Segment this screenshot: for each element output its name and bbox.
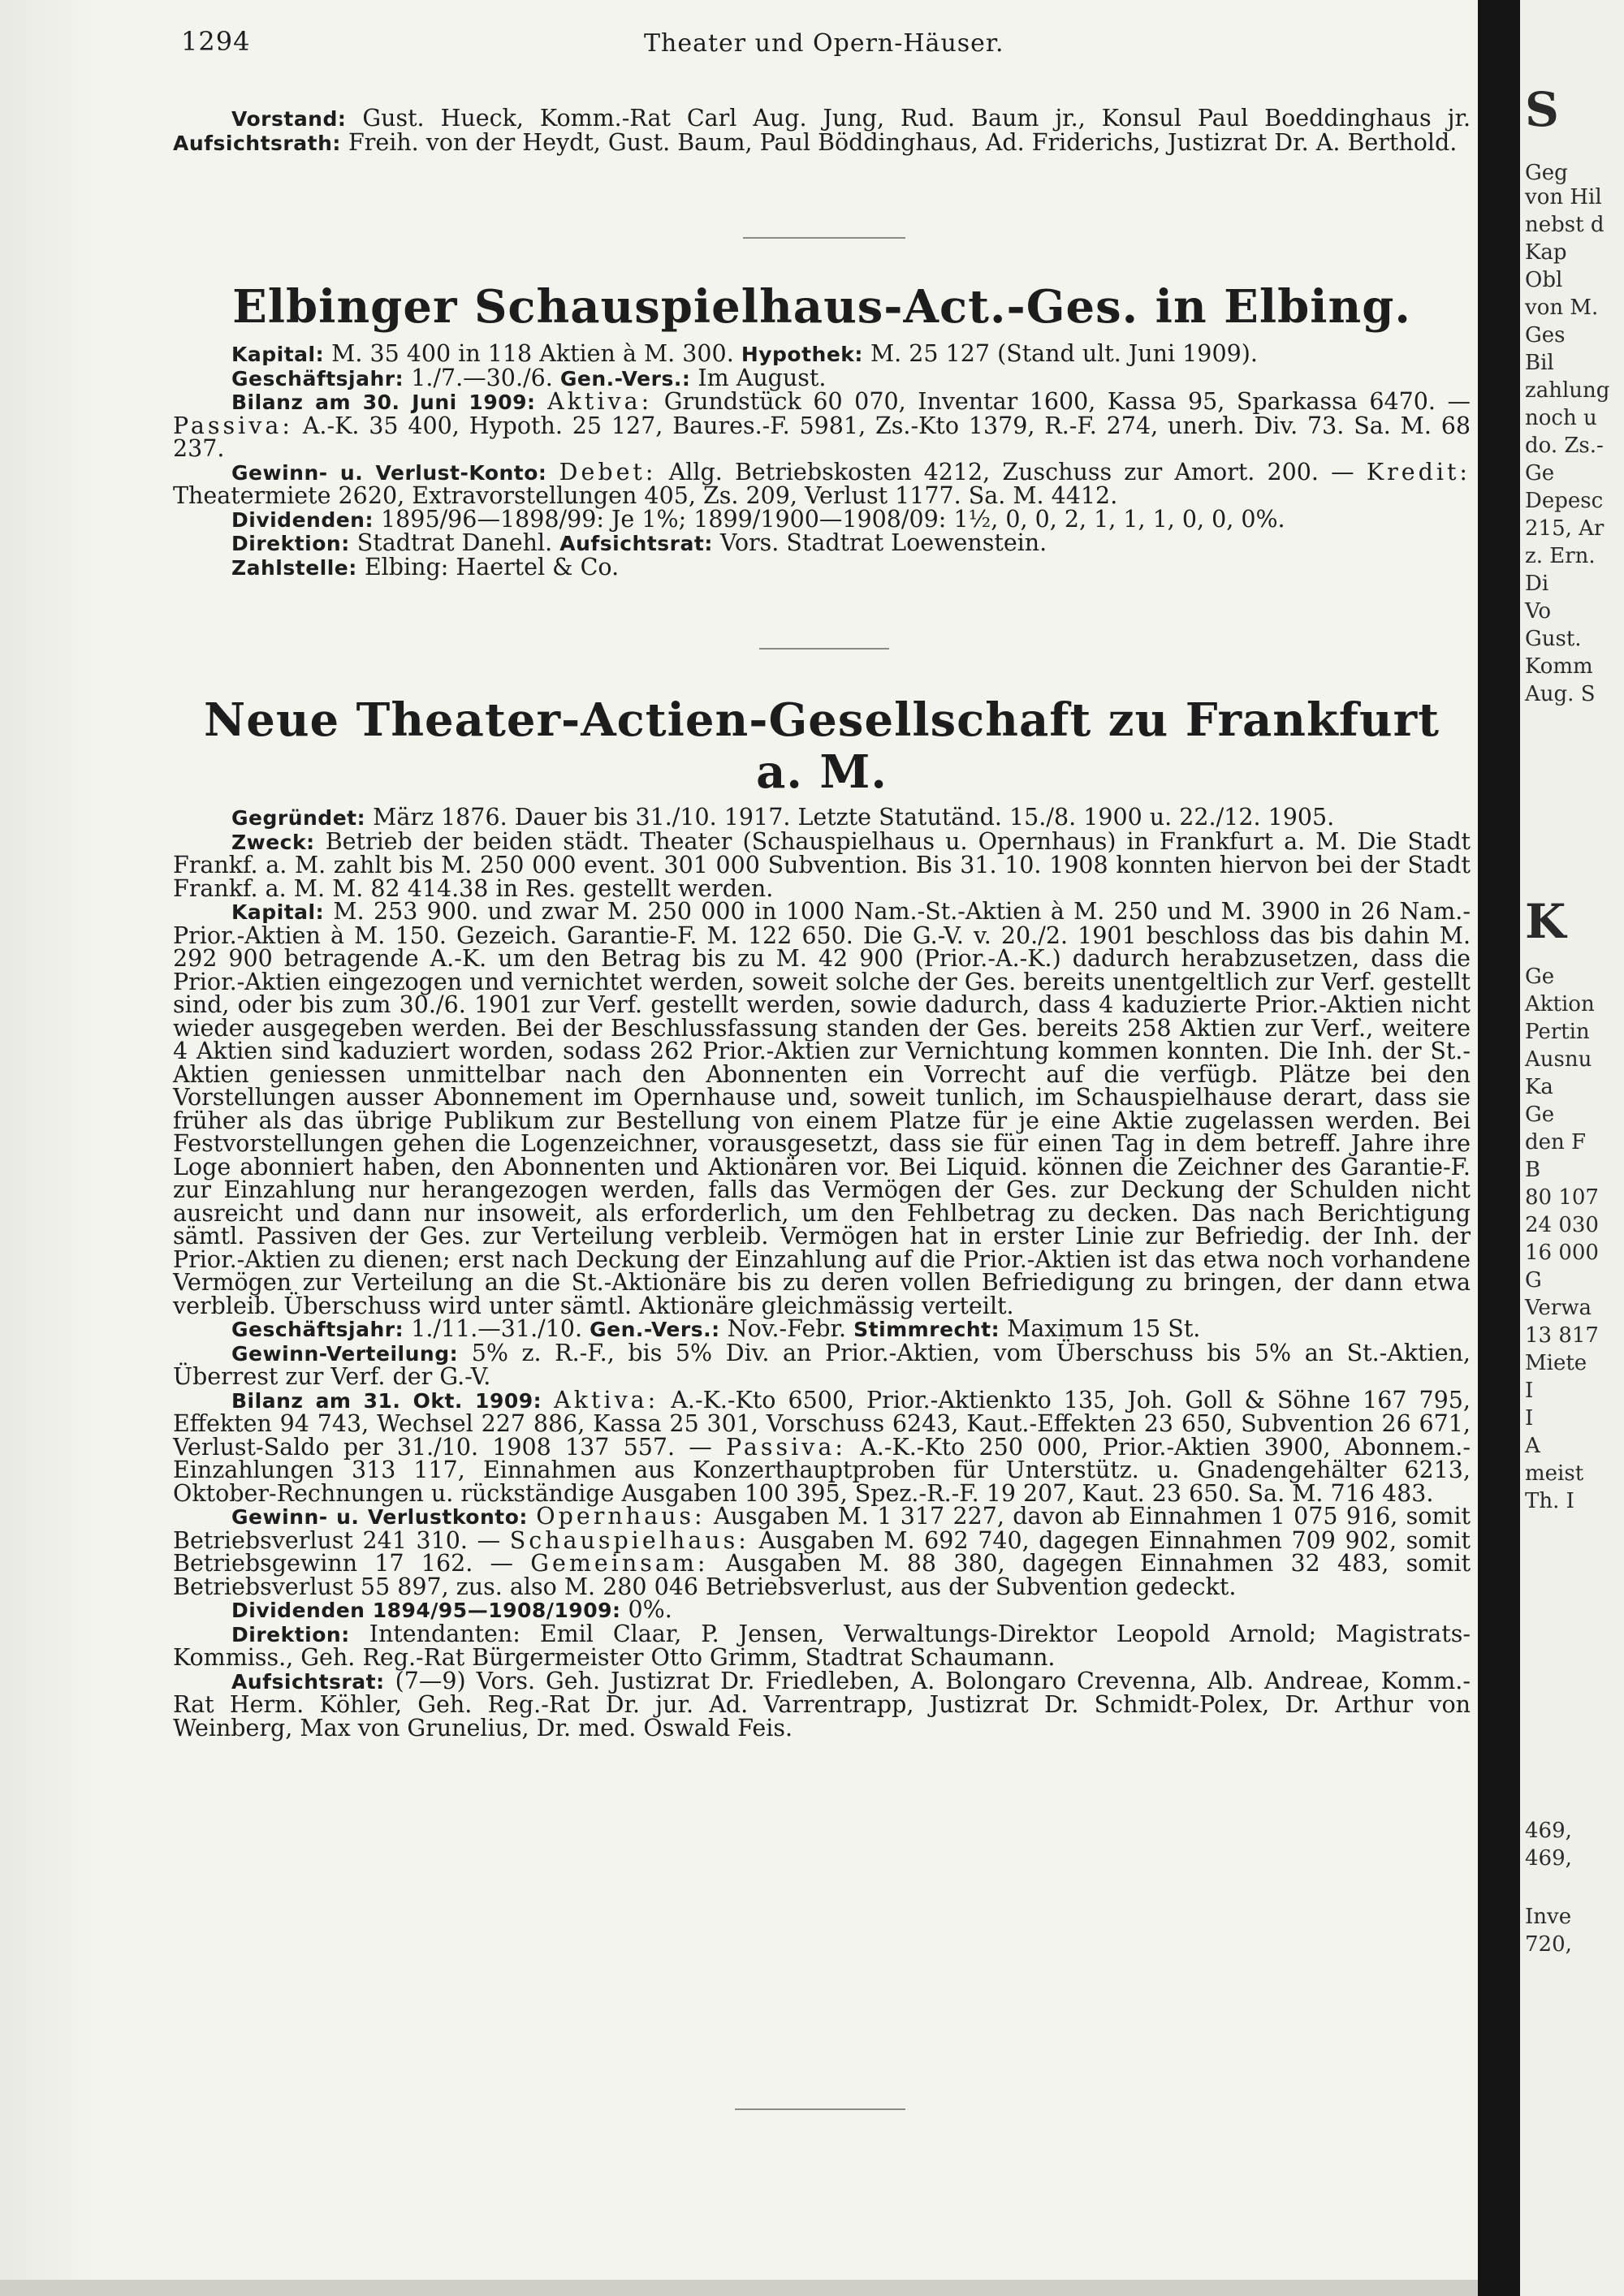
direktion-text: Intendanten: Emil Claar, P. Jensen, Verwaltungs-Direktor Leopold Arnold; Magistrats-Kommiss., Geh. Reg.-Rat Bürgermeister Otto Grimm, Stadtrat Schaumann.	[173, 1620, 1471, 1671]
vorstand-label: Vorstand:	[231, 107, 347, 131]
elbing-dividenden-line	[173, 505, 1471, 533]
right-page-fragment: Verwa	[1525, 1296, 1592, 1320]
debet-text: Allg. Betriebskosten 4212, Zuschuss zur Amort. 200. —	[668, 458, 1354, 486]
right-page-fragment: I	[1525, 1406, 1534, 1431]
direktion-text: Stadtrat Danehl.	[356, 529, 553, 556]
right-page-fragment: Ge	[1525, 461, 1555, 486]
aktiva-label: Aktiva:	[547, 388, 653, 415]
geschaeftsjahr-text: 1./7.—30./6.	[411, 364, 553, 391]
left-page	[166, 0, 1470, 2296]
right-page-fragment: 13 817	[1525, 1323, 1599, 1348]
aufsichtsrat-label: Aufsichtsrat:	[559, 532, 713, 555]
right-page-fragment: nebst d	[1525, 213, 1605, 237]
gegruendet-paragraph	[173, 806, 1471, 831]
right-page-fragment: S	[1525, 82, 1559, 137]
gegruendet-label: Gegründet:	[231, 806, 366, 830]
guv-paragraph	[173, 1505, 1471, 1599]
right-page-fragment: 469,	[1525, 1846, 1572, 1871]
right-page-fragment: Pertin	[1525, 1020, 1590, 1044]
page-header	[181, 26, 1468, 62]
right-page-fragment: Bil	[1525, 351, 1554, 375]
dividenden-line	[173, 1596, 1471, 1623]
elbing-geschaeftsjahr-line	[173, 364, 1471, 391]
schauspielhaus-text: Ausgaben M. 692 740, dagegen Einnahmen 709 902, somit Betriebsgewinn 17 162. —	[173, 1526, 1471, 1577]
right-page-fragment: 469,	[1525, 1819, 1572, 1843]
right-page-fragment: Aktion	[1525, 992, 1595, 1016]
dividenden-label: Dividenden 1894/95—1908/1909:	[231, 1599, 621, 1622]
kredit-label: Kredit:	[1366, 458, 1471, 486]
gen-vers-text: Im August.	[698, 364, 827, 391]
elbing-entry	[173, 281, 1471, 580]
aufsichtsrat-text: Vors. Stadtrat Loewenstein.	[719, 529, 1047, 556]
kapital-label: Kapital:	[231, 900, 325, 924]
running-title: Theater und Opern-Häuser.	[644, 29, 1004, 58]
right-page-fragment: B	[1525, 1158, 1541, 1182]
gewinn-verteilung-label: Gewinn-Verteilung:	[231, 1341, 459, 1366]
right-page-fragment: Ka	[1525, 1075, 1553, 1099]
guv-label: Gewinn- u. Verlustkonto:	[231, 1505, 528, 1529]
zweck-paragraph	[173, 827, 1471, 902]
right-page-fragment: Ge	[1525, 965, 1555, 989]
stimmrecht-label: Stimmrecht:	[853, 1318, 1000, 1341]
right-page-fragment: von Hil	[1525, 185, 1602, 209]
elbing-kapital-line	[173, 340, 1471, 367]
right-page-fragment: G	[1525, 1268, 1542, 1293]
debet-label: Debet:	[559, 458, 657, 486]
right-page-fragment: Ges	[1525, 323, 1566, 347]
aktiva-text: Grundstück 60 070, Inventar 1600, Kassa 95, Sparkassa 6470. —	[663, 388, 1471, 415]
gegruendet-text: März 1876. Dauer bis 31./10. 1917. Letzte Statutänd. 15./8. 1900 u. 22./12. 1905.	[373, 804, 1335, 831]
right-page-edge	[1520, 0, 1624, 2296]
gemeinsam-text: Ausgaben M. 88 380, dagegen Einnahmen 32 483, somit Betriebsverlust 55 897, zus. also M. 280 046 Betriebsverlust, aus der Subvention gedeckt.	[173, 1550, 1471, 1600]
right-page-fragment: noch u	[1525, 406, 1597, 430]
right-page-fragment: Miete	[1525, 1351, 1587, 1375]
zahlstelle-label: Zahlstelle:	[231, 555, 357, 580]
geschaeftsjahr-label: Geschäftsjahr:	[231, 1318, 404, 1341]
aufsichtsrath-label: Aufsichtsrath:	[173, 131, 341, 155]
gen-vers-text: Nov.-Febr.	[727, 1315, 847, 1342]
right-page-fragment: 720,	[1525, 1932, 1572, 1957]
elbing-zahlstelle-line	[173, 553, 1471, 580]
previous-entry-continuation	[173, 107, 1471, 155]
dividenden-label: Dividenden:	[231, 507, 374, 532]
page-number: 1294	[181, 26, 251, 57]
elbing-guv-paragraph	[173, 458, 1471, 509]
right-page-fragment: A	[1525, 1434, 1540, 1458]
kapital-label: Kapital:	[231, 343, 325, 366]
right-page-fragment: 24 030	[1525, 1213, 1599, 1237]
hypothek-label: Hypothek:	[741, 343, 863, 366]
kredit-text: Theatermiete 2620, Extravorstellungen 405, Zs. 209, Verlust 1177. Sa. M. 4412.	[173, 482, 1118, 509]
right-page-fragment: Komm	[1525, 654, 1593, 679]
right-page-fragment: Ausnu	[1525, 1047, 1592, 1072]
right-page-fragment: den F	[1525, 1130, 1587, 1154]
right-page-fragment: Depesc	[1525, 489, 1604, 513]
right-page-fragment: 80 107	[1525, 1185, 1599, 1210]
elbing-bilanz-paragraph	[173, 388, 1471, 462]
right-page-fragment: Vo	[1525, 599, 1552, 624]
passiva-label: Passiva:	[173, 412, 293, 439]
passiva-label: Passiva:	[726, 1433, 846, 1461]
passiva-text: A.-K.-Kto 250 000, Prior.-Aktien 3900, Abonnem.-Einzahlungen 313 117, Einnahmen aus Konzerthauptproben für Unterstütz. u. Gnadengehälter 6213, Oktober-Rechnungen u. rückständige Ausgaben 100 395, Spez.-R.-F. 19 207, Kaut. 23 650. Sa. M. 716 483.	[173, 1433, 1471, 1507]
right-page-fragment: Th. I	[1525, 1489, 1574, 1513]
aktiva-text: A.-K.-Kto 6500, Prior.-Aktienkto 135, Joh. Goll & Söhne 167 795, Effekten 94 743, Wechsel 227 886, Kassa 25 301, Vorschuss 6243, Kaut.-Effekten 23 650, Subvention 26 671, Verlust-Saldo per 31./10. 1908 137 557. —	[173, 1386, 1471, 1461]
right-page-fragment: do. Zs.-	[1525, 434, 1604, 458]
direktion-label: Direktion:	[231, 1622, 350, 1646]
gen-vers-label: Gen.-Vers.:	[590, 1318, 720, 1341]
bilanz-label: Bilanz am 30. Juni 1909:	[231, 391, 536, 414]
guv-label: Gewinn- u. Verlust-Konto:	[231, 460, 547, 485]
right-page-fragment: Gust.	[1525, 627, 1582, 651]
opernhaus-text: Ausgaben M. 1 317 227, davon ab Einnahmen 1 075 916, somit Betriebsverlust 241 310. —	[173, 1503, 1471, 1554]
aufsichtsrat-label: Aufsichtsrat:	[231, 1669, 385, 1694]
zweck-label: Zweck:	[231, 830, 315, 854]
gewinn-verteilung-paragraph	[173, 1339, 1471, 1390]
zahlstelle-text: Elbing: Haertel & Co.	[364, 553, 620, 580]
right-page-fragment: meist	[1525, 1461, 1584, 1486]
right-page-fragment: 215, Ar	[1525, 516, 1605, 541]
right-page-fragment: Geg	[1525, 161, 1568, 185]
vorstand-paragraph	[173, 107, 1471, 155]
direktion-paragraph	[173, 1620, 1471, 1671]
passiva-text: A.-K. 35 400, Hypoth. 25 127, Baures.-F. 5981, Zs.-Kto 1379, R.-F. 274, unerh. Div. 73. Sa. M. 68 237.	[173, 412, 1471, 462]
section-divider	[743, 237, 905, 239]
right-page-fragment: I	[1525, 1379, 1534, 1403]
right-page-fragment: Di	[1525, 572, 1549, 596]
direktion-label: Direktion:	[231, 532, 350, 555]
right-page-fragment: Inve	[1525, 1905, 1572, 1929]
kapital-text: M. 253 900. und zwar M. 250 000 in 1000 Nam.-St.-Aktien à M. 250 und M. 3900 in 26 Nam.-Prior.-Aktien à M. 150. Gezeich. Garantie-F. M. 122 650. Die G.-V. v. 20./2. 1901 beschloss das bis dahin M. 292 900 betragende A.-K. um den Betrag bis zu M. 42 900 (Prior.-A.-K.) dadurch herabzusetzen, dass die Prior.-Aktien eingezogen und vernichtet werden, soweit solche der Ges. bereits unentgeltlich zur Verf. gestellt sind, oder bis zum 30./6. 1901 zur Verf. gestellt werden, sowie dadurch, dass 4 kaduzierte Prior.-Aktien nicht wieder ausgegeben werden. Bei der Beschlussfassung standen der Ges. bereits 258 Aktien zur Verf., weitere 4 Aktien sind kaduziert worden, sodass 262 Prior.-Aktien zur Vernichtung kommen konnten. Die Inh. der St.-Aktien geniessen unmittelbar nach den Abonnenten ein Vorrecht auf die verfügb. Plätze bei den Vorstellungen ausser Abonnement im Opernhause und, soweit tunlich, im Schauspielhause derart, dass sie früher als das übrige Publikum zur Bestellung von einem Platze für je eine Aktie zugelassen werden. Bei Festvorstellungen gehen die Logenzeichner, vorausgesetzt, dass sie für einen Tag in dem betreff. Jahre ihre Loge abonniert haben, den Abonnenten und Aktionären vor. Bei Liquid. können die Zeichner des Garantie-F. zur Einzahlung nur herangezogen werden, falls das Vermögen der Ges. zur Deckung der Schulden nicht ausreicht und dann nur insoweit, als erforderlich, um den Fehlbetrag zu decken. Das nach Berichtigung sämtl. Passiven der Ges. zur Verteilung verbleib. Vermögen hat in erster Linie zur Befriedig. der Inh. der Prior.-Aktien zu dienen; erst nach Deckung der Einzahlung auf die Prior.-Aktien ist das etwa noch vorhandene Vermögen zur Verteilung an die St.-Aktionäre bis zu deren vollen Befriedigung zu bringen, der dann etwa verbleib. Überschuss wird unter sämtl. Aktionäre gleichmässig verteilt.	[173, 898, 1471, 1319]
right-page-fragment: K	[1525, 894, 1566, 949]
gewinn-verteilung-text: 5% z. R.-F., bis 5% Div. an Prior.-Aktien, vom Überschuss bis 5% an St.-Aktien, Überrest zur Verf. der G.-V.	[173, 1339, 1471, 1390]
bilanz-paragraph	[173, 1386, 1471, 1507]
right-page-fragment: Obl	[1525, 268, 1563, 292]
book-gutter	[1478, 0, 1520, 2296]
right-page-fragment: 16 000	[1525, 1241, 1599, 1265]
right-page-fragment: z. Ern.	[1525, 544, 1596, 568]
right-page-fragment: von M.	[1525, 296, 1599, 320]
section-divider	[759, 648, 889, 650]
right-page-fragment: Aug. S	[1525, 682, 1596, 706]
gemeinsam-label: Gemeinsam:	[530, 1550, 709, 1577]
geschaeftsjahr-line	[173, 1315, 1471, 1342]
kapital-text: M. 35 400 in 118 Aktien à M. 300.	[331, 340, 734, 367]
scan-bottom-edge	[0, 2280, 1478, 2296]
right-page-fragment: Ge	[1525, 1103, 1555, 1127]
right-page-fragment: zahlung	[1525, 378, 1610, 403]
aktiva-label: Aktiva:	[554, 1386, 659, 1413]
frankfurt-entry	[173, 694, 1471, 1740]
frankfurt-heading: Neue Theater-Actien-Gesellschaft zu Frankfurt a. M.	[204, 693, 1440, 799]
zweck-text: Betrieb der beiden städt. Theater (Schauspielhaus u. Opernhaus) in Frankfurt a. M. Die Stadt Frankf. a. M. zahlt bis M. 250 000 event. 301 000 Subvention. Bis 31. 10. 1908 konnten hiervon bei der Stadt Frankf. a. M. M. 82 414.38 in Res. gestellt werden.	[173, 827, 1471, 902]
dividenden-text: 0%.	[628, 1596, 672, 1623]
opernhaus-label: Opernhaus:	[536, 1503, 706, 1530]
aufsichtsrat-text: (7—9) Vors. Geh. Justizrat Dr. Friedleben, A. Bolongaro Crevenna, Alb. Andreae, Komm.-Rat Herm. Köhler, Geh. Reg.-Rat Dr. jur. Ad. Varrentrapp, Justizrat Dr. Schmidt-Polex, Dr. Arthur von Weinberg, Max von Grunelius, Dr. med. Oswald Feis.	[173, 1667, 1471, 1741]
gen-vers-label: Gen.-Vers.:	[559, 366, 691, 391]
section-divider	[735, 2108, 905, 2110]
kapital-paragraph	[173, 900, 1471, 1318]
right-page-fragment: Kap	[1525, 240, 1567, 265]
schauspielhaus-label: Schauspielhaus:	[509, 1526, 749, 1554]
geschaeftsjahr-text: 1./11.—31./10.	[411, 1315, 583, 1342]
aufsichtsrat-paragraph	[173, 1667, 1471, 1741]
geschaeftsjahr-label: Geschäftsjahr:	[231, 366, 404, 391]
hypothek-text: M. 25 127 (Stand ult. Juni 1909).	[870, 340, 1258, 367]
stimmrecht-text: Maximum 15 St.	[1007, 1315, 1201, 1342]
vorstand-text: Gust. Hueck, Komm.-Rat Carl Aug. Jung, Rud. Baum jr., Konsul Paul Boeddinghaus jr.	[362, 105, 1471, 132]
bilanz-label: Bilanz am 31. Okt. 1909:	[231, 1388, 542, 1413]
aufsichtsrath-text: Freih. von der Heydt, Gust. Baum, Paul Böddinghaus, Ad. Friderichs, Justizrat Dr. A. Berthold.	[348, 128, 1458, 156]
elbing-heading: Elbinger Schauspielhaus-Act.-Ges. in Elbing.	[232, 280, 1411, 334]
elbing-direktion-line	[173, 529, 1471, 556]
dividenden-text: 1895/96—1898/99: Je 1%; 1899/1900—1908/09: 1½, 0, 0, 2, 1, 1, 1, 0, 0, 0%.	[381, 505, 1285, 533]
